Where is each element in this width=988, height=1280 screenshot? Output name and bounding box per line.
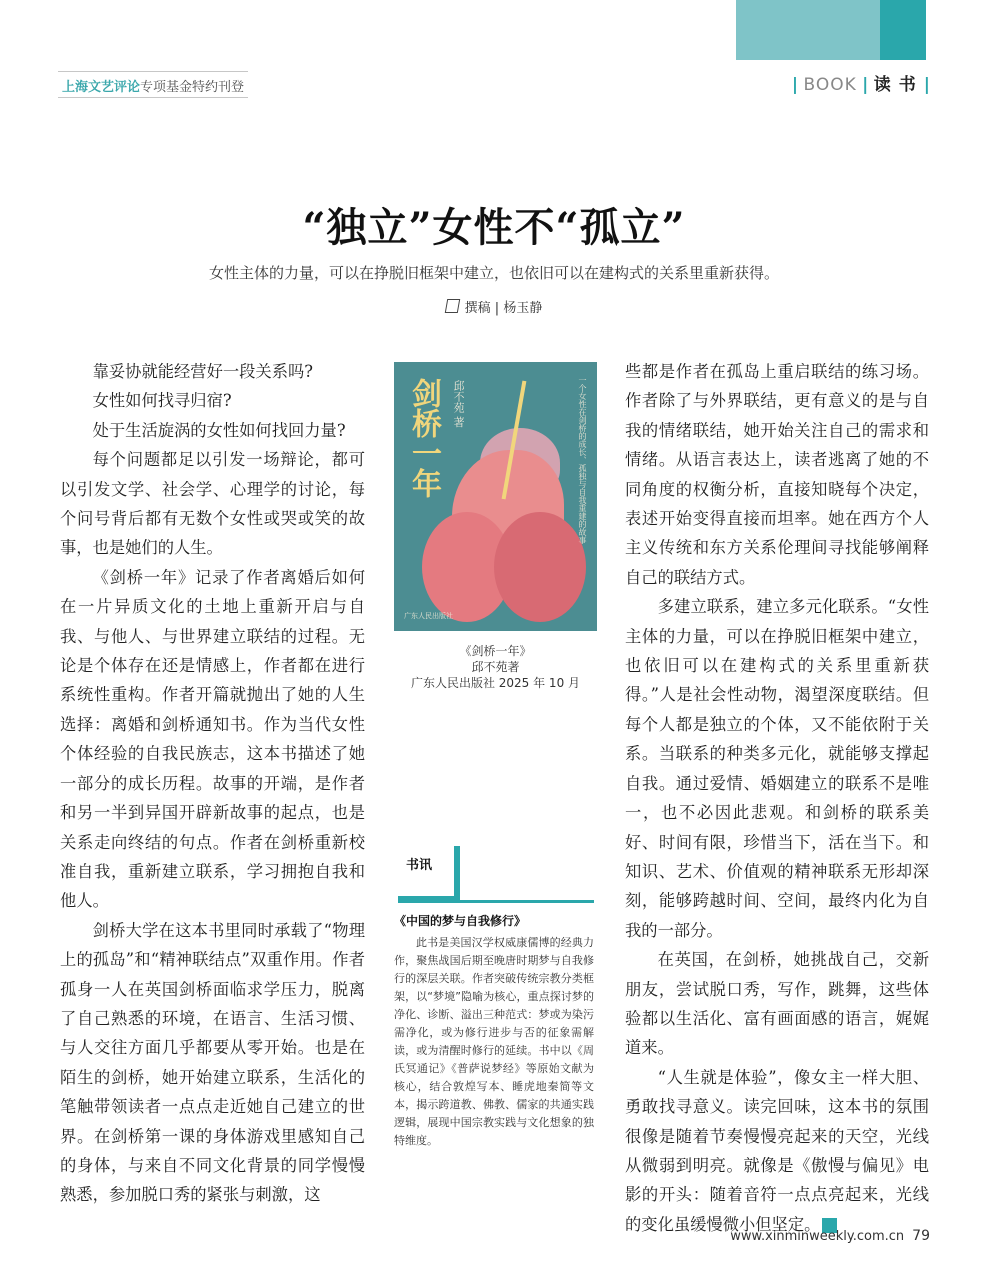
sponsor-banner xyxy=(58,68,258,102)
sponsor-brand: 上海文艺评论 xyxy=(62,80,141,95)
section-divider: | xyxy=(862,75,869,95)
paragraph-text: “人生就是体验”，像女主一样大胆、勇敢找寻意义。读完回味，这本书的氛围很像是随着节奏慢慢亮起来的天空，光线从微弱到明亮。就像是《傲慢与偏见》电影的开头：随着音符一点点亮起来，光线的变化虽缓慢微小但坚定。 xyxy=(625,1067,929,1234)
paragraph: 些都是作者在孤岛上重启联结的练习场。作者除了与外界联结，更有意义的是与自我的情绪联结，她开始关注自己的需求和情绪。从语言表达上，读者逃离了她的不同角度的权衡分析，直接知晓每个决定，表述开始变得直接而坦率。她在西方个人主义传统和东方关系伦理间寻找能够阐释自己的联结方式。 xyxy=(625,362,929,587)
cover-author: 邱不苑 著 xyxy=(452,380,465,428)
cover-blurb: 一个女性在剑桥的成长、孤独与自我重建的故事 xyxy=(578,376,587,544)
sponsor-rule-bottom xyxy=(58,97,248,98)
section-zh: 读书 xyxy=(873,75,924,95)
section-tag xyxy=(792,70,930,95)
book-news-label: 书讯 xyxy=(406,858,433,873)
section-en: BOOK xyxy=(803,75,857,95)
paragraph: 《剑桥一年》记录了作者离婚后如何在一片异质文化的土地上重新开启与自我、与他人、与世界建立联结的过程。无论是个体存在还是情感上，作者都在进行系统性重构。作者开篇就抛出了她的人生选择：离婚和剑桥通知书。作为当代女性个体经验的自我民族志，这本书描述了她一部分的成长历程。故事的开端，是作者和另一半到异国开辟新故事的起点，也是关系走向终结的句点。作者在剑桥重新校准自我，重新建立联系，学习拥抱自我和他人。 xyxy=(60,567,365,911)
book-cover xyxy=(394,362,597,631)
corner-tab-light xyxy=(736,0,880,60)
section-divider: | xyxy=(923,75,930,95)
sponsor-rule-top xyxy=(58,71,248,72)
article-title: “独立”女性不“孤立” xyxy=(302,204,686,251)
footer-website: www.xinminweekly.com.cn xyxy=(730,1229,905,1244)
paragraph: 靠妥协就能经营好一段关系吗? xyxy=(92,362,313,381)
section-divider: | xyxy=(791,75,799,95)
sponsor-text xyxy=(62,76,244,95)
paragraph: 每个问题都足以引发一场辩论，都可以引发文学、社会学、心理学的讨论，每个问号背后都有无数个女性或哭或笑的故事，也是她们的人生。 xyxy=(60,450,365,558)
book-news-label-box xyxy=(398,846,462,902)
page-number: 79 xyxy=(912,1228,930,1244)
sponsor-rest: 专项基金特约刊登 xyxy=(140,80,245,95)
cover-illustration-figure xyxy=(494,512,586,622)
corner-tab-dark xyxy=(880,0,926,60)
caption-title: 《剑桥一年》 xyxy=(459,644,532,658)
pen-icon xyxy=(444,299,459,313)
paragraph xyxy=(625,1063,929,1239)
right-column xyxy=(625,357,929,1239)
article-subtitle: 女性主体的力量，可以在挣脱旧框架中建立，也依旧可以在建构式的关系里重新获得。 xyxy=(208,264,779,282)
byline xyxy=(0,297,988,316)
caption-publisher: 广东人民出版社 2025 年 10 月 xyxy=(410,676,581,690)
byline-text: 撰稿 | 杨玉静 xyxy=(464,301,543,316)
paragraph: 多建立联系，建立多元化联系。“女性主体的力量，可以在挣脱旧框架中建立，也依旧可以在建构式的关系里重新获得。”人是社会性动物，渴望深度联结。但每个人都是独立的个体，又不能依附于关系。当联系的种类多元化，就能够支撑起自我。通过爱情、婚姻建立的联系不是唯一，也不必因此悲观。和剑桥的联系美好、时间有限，珍惜当下，活在当下。和知识、艺术、价值观的精神联系无形却深刻，能够跨越时间、空间，最终内化为自我的一部分。 xyxy=(625,597,929,940)
page-footer xyxy=(730,1228,930,1244)
paragraph: 女性如何找寻归宿? xyxy=(92,391,232,411)
book-news-paragraph: 此书是美国汉学权威康儒博的经典力作，聚焦战国后期至晚唐时期梦与自我修行的深层关联。作者突破传统宗教分类框架，以“梦境”隐喻为核心，重点探讨梦的净化、诊断、溢出三种范式：梦或为染污需净化，或为修行进步与否的征象需解读，或为清醒时修行的延续。书中以《周氏冥通记》《普萨说梦经》等原始文献为核心，结合敦煌写本、睡虎地秦简等文本，揭示跨道教、佛教、儒家的共通实践逻辑，展现中国宗教实践与文化想象的独特维度。 xyxy=(394,936,594,1147)
book-news-title: 《中国的梦与自我修行》 xyxy=(394,914,527,928)
paragraph: 在英国，在剑桥，她挑战自己，交新朋友，尝试脱口秀，写作，跳舞，这些体验都以生活化、富有画面感的语言，娓娓道来。 xyxy=(625,950,929,1058)
end-mark-icon: 民 xyxy=(822,1218,837,1233)
paragraph: 剑桥大学在这本书里同时承载了“物理上的孤岛”和“精神联结点”双重作用。作者孤身一人在英国剑桥面临求学压力，脱离了自己熟悉的环境，在语言、生活习惯、与人交往方面几乎都要从零开始。也是在陌生的剑桥，她开始建立联系，生活化的笔触带领读者一点点走近她自己建立的世界。在剑桥第一课的身体游戏里感知自己的身体，与来自不同文化背景的同学慢慢熟悉，参加脱口秀的紧张与刺激，这 xyxy=(60,920,365,1205)
book-news-body xyxy=(394,934,594,1150)
left-column xyxy=(60,357,365,1210)
paragraph: 处于生活旋涡的女性如何找回力量? xyxy=(92,420,346,440)
caption-author: 邱不苑著 xyxy=(471,660,520,674)
book-caption xyxy=(394,643,597,691)
cover-title: 剑桥一年 xyxy=(406,378,441,498)
book-news-rule xyxy=(398,900,594,903)
cover-publisher: 广东人民出版社 xyxy=(404,612,453,620)
